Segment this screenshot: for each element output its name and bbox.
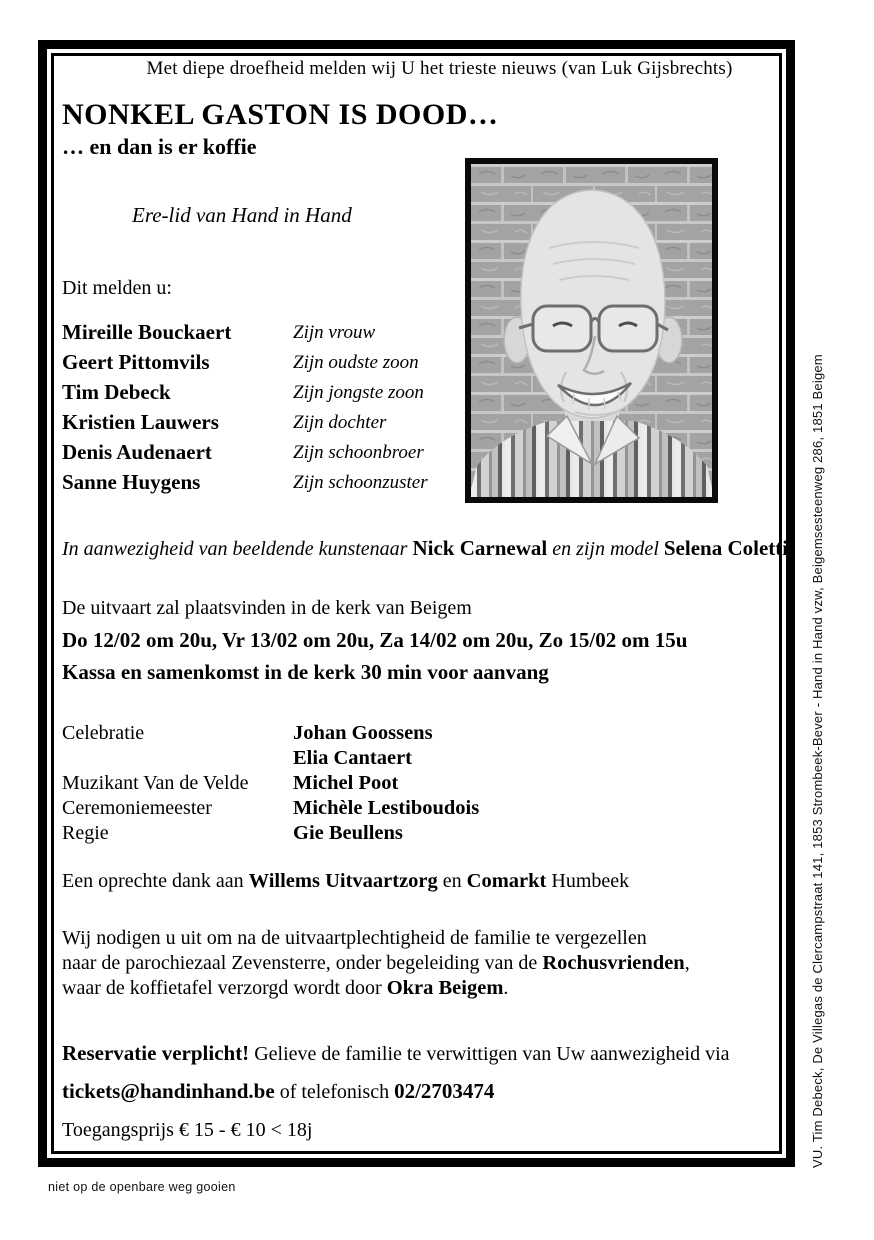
crew-row xyxy=(62,722,742,745)
crew-person: Michel Poot xyxy=(293,772,399,794)
crew-person: Gie Beullens xyxy=(293,822,403,844)
reservation-line xyxy=(62,1041,730,1066)
family-row xyxy=(62,440,702,465)
family-member-relation: Zijn vrouw xyxy=(293,322,376,343)
crew-row xyxy=(62,797,742,820)
crew-person: Johan Goossens xyxy=(293,722,433,744)
contact-middle: of telefonisch xyxy=(274,1081,395,1103)
crew-row xyxy=(62,822,742,845)
sponsor-name: Willems Uitvaartzorg xyxy=(248,870,438,892)
family-member-name: Denis Audenaert xyxy=(62,440,212,464)
invitation-line-3-suffix: . xyxy=(503,977,509,999)
invitation-line-1: Wij nodigen u uit om na de uitvaartplechtigheid de familie te vergezellen xyxy=(62,927,647,949)
crew-role: Regie xyxy=(62,822,109,844)
price-line: Toegangsprijs € 15 - € 10 < 18j xyxy=(62,1119,313,1141)
funeral-dates-line: Do 12/02 om 20u, Vr 13/02 om 20u, Za 14/02 om 20u, Zo 15/02 om 15u xyxy=(62,628,688,652)
presence-line xyxy=(62,536,793,561)
family-member-relation: Zijn dochter xyxy=(293,412,387,433)
invitation-line-3 xyxy=(62,977,508,1000)
crew-person: Elia Cantaert xyxy=(293,747,412,769)
family-member-relation: Zijn jongste zoon xyxy=(293,382,424,403)
family-member-name: Geert Pittomvils xyxy=(62,350,210,374)
page-subtitle: … en dan is er koffie xyxy=(62,134,257,159)
intro-line: Met diepe droefheid melden wij U het trieste nieuws (van Luk Gijsbrechts) xyxy=(146,58,733,79)
family-member-name: Kristien Lauwers xyxy=(62,410,219,434)
invitation-line-2-text: naar de parochiezaal Zevensterre, onder begeleiding van de xyxy=(62,952,543,974)
reservation-rest: Gelieve de familie te verwittigen van Uw aanwezigheid via xyxy=(249,1043,730,1065)
thanks-middle: en xyxy=(437,870,467,892)
sponsor-name: Comarkt xyxy=(466,870,547,892)
family-member-name: Mireille Bouckaert xyxy=(62,320,232,344)
family-row xyxy=(62,320,702,345)
family-member-relation: Zijn schoonbroer xyxy=(293,442,424,463)
artist-name: Nick Carnewal xyxy=(412,536,548,560)
crew-person: Michèle Lestiboudois xyxy=(293,797,480,819)
honor-line: Ere-lid van Hand in Hand xyxy=(132,203,352,227)
family-member-relation: Zijn oudste zoon xyxy=(293,352,419,373)
thanks-prefix: Een oprechte dank aan xyxy=(62,870,249,892)
presence-prefix: In aanwezigheid van beeldende kunstenaar xyxy=(62,538,413,560)
invitation-line-2-suffix: , xyxy=(684,952,690,974)
family-row xyxy=(62,410,702,435)
family-row xyxy=(62,470,702,495)
litter-notice: niet op de openbare weg gooien xyxy=(48,1180,236,1194)
family-row xyxy=(62,350,702,375)
thanks-suffix: Humbeek xyxy=(546,870,630,892)
invitation-line-3-text: waar de koffietafel verzorgd wordt door xyxy=(62,977,387,999)
invitation-line-2 xyxy=(62,952,690,975)
presence-middle: en zijn model xyxy=(547,538,664,560)
thanks-line xyxy=(62,870,629,893)
announce-label: Dit melden u: xyxy=(62,277,172,299)
email-address[interactable]: tickets@handinhand.be xyxy=(62,1079,275,1103)
model-name: Selena Coletti xyxy=(663,536,789,560)
crew-role: Muzikant Van de Velde xyxy=(62,772,249,794)
family-member-name: Sanne Huygens xyxy=(62,470,201,494)
crew-row xyxy=(62,772,742,795)
crew-role: Ceremoniemeester xyxy=(62,797,212,819)
group-name: Okra Beigem xyxy=(386,977,504,999)
imprint-vertical-text: VU. Tim Debeck, De Villegas de Clercampstraat 141, 1853 Strombeek-Bever - Hand in Hand vzw, Beigemsesteenweg 286, 1851 Beigem xyxy=(810,354,825,1168)
contact-line xyxy=(62,1079,494,1104)
funeral-location-line: De uitvaart zal plaatsvinden in de kerk van Beigem xyxy=(62,597,472,619)
presence-suffix: . xyxy=(788,538,794,560)
page-title: NONKEL GASTON IS DOOD… xyxy=(62,98,499,131)
phone-number: 02/2703474 xyxy=(394,1079,495,1103)
crew-role: Celebratie xyxy=(62,722,145,744)
funeral-cashdesk-line: Kassa en samenkomst in de kerk 30 min voor aanvang xyxy=(62,660,549,684)
group-name: Rochusvrienden xyxy=(542,952,685,974)
reservation-required-label: Reservatie verplicht! xyxy=(62,1041,250,1065)
family-member-relation: Zijn schoonzuster xyxy=(293,472,428,493)
family-row xyxy=(62,380,702,405)
family-member-name: Tim Debeck xyxy=(62,380,171,404)
